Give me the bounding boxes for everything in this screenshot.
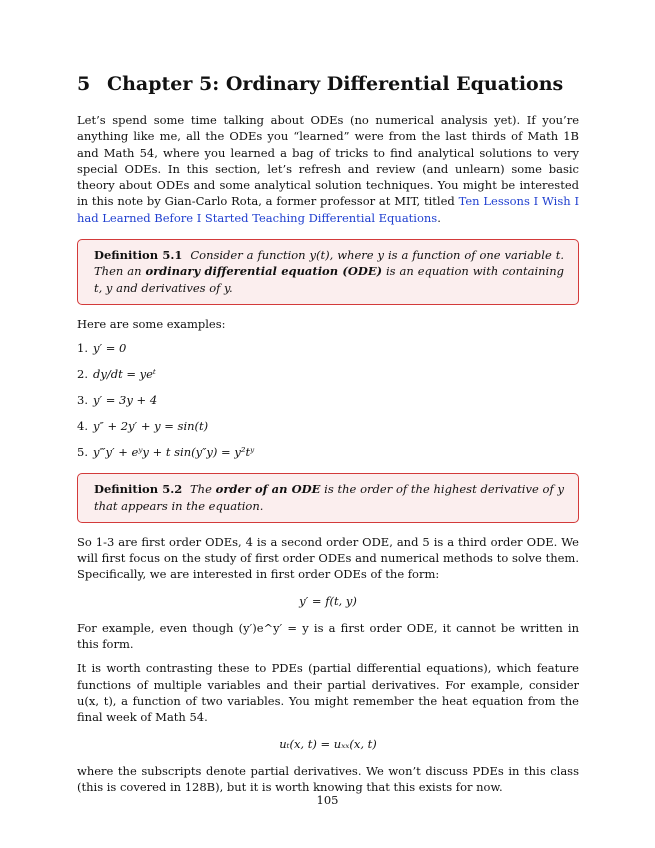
definition-text: The [190, 482, 216, 497]
definition-text: is an equation with containing t, y and derivatives of y. [94, 264, 564, 295]
intro-paragraph [77, 112, 579, 226]
intro-text: Let’s spend some time talking about ODEs (no numerical analysis yet). If you’re anything like me, all the ODEs you “learned” were from the last thirds of Math 1B and Math 54, where you learned a bag of tricks to find analytical solutions to very special ODEs. In this section, let’s refresh and review (and unlearn) some basic theory about ODEs and some analytical solution techniques. You might be interested in this note by Gian-Carlo Rota, a former professor at MIT, titled [77, 113, 579, 209]
pde-paragraph: It is worth contrasting these to PDEs (partial differential equations), which feature functions of multiple variables and their partial derivatives. For example, consider u(x, t), a function of two variables. You might remember the heat equation from the final week of Math 54. [77, 661, 579, 725]
equation: y′ = 0 [93, 341, 127, 356]
first-order-equation: y′ = f(t, y) [299, 593, 357, 608]
rota-note-link[interactable]: Ten Lessons I Wish I had Learned Before I Started Teaching Differential Equations [77, 194, 579, 225]
order-paragraph: So 1-3 are first order ODEs, 4 is a second order ODE, and 5 is a third order ODE. We will first focus on the study of first order ODEs and numerical methods to solve them. Specifically, we are interested in first order ODEs of the form: [77, 534, 579, 582]
closing-paragraph: where the subscripts denote partial derivatives. We won’t discuss PDEs in this class (this is covered in 128B), but it is worth knowing that this exists for now. [77, 763, 579, 794]
page-number: 105 [316, 793, 339, 807]
example-paragraph: For example, even though (y′)e^y′ = y is a first order ODE, it cannot be written in this form. [77, 620, 579, 652]
examples-list [77, 340, 579, 460]
item-number: 1. [77, 341, 88, 356]
chapter-number: 5 [77, 73, 91, 95]
list-item [77, 392, 579, 408]
intro-end: . [437, 210, 441, 225]
heat-equation: uₜ(x, t) = uₓₓ(x, t) [279, 736, 377, 751]
definition-label: Definition 5.2 [94, 482, 183, 497]
chapter-title: Chapter 5: Ordinary Differential Equations [107, 73, 564, 95]
item-number: 2. [77, 367, 88, 382]
definition-label: Definition 5.1 [94, 248, 183, 263]
definition-text: Consider a function y(t), where y is a function of one variable t. Then an [94, 248, 564, 279]
list-item [77, 340, 579, 356]
definition-term: order of an ODE [215, 482, 321, 497]
page-content [77, 72, 579, 795]
equation: dy/dt = yeᵗ [93, 367, 156, 382]
definition-5-1-box [77, 239, 579, 305]
definition-text: is the order of the highest derivative of y that appears in the equation. [94, 482, 565, 513]
examples-intro: Here are some examples: [77, 316, 226, 331]
item-number: 5. [77, 445, 88, 460]
list-item [77, 366, 579, 382]
item-number: 4. [77, 419, 88, 434]
definition-term: ordinary differential equation (ODE) [145, 264, 383, 279]
list-item [77, 418, 579, 434]
list-item [77, 444, 579, 460]
item-number: 3. [77, 393, 88, 408]
definition-5-2-box [77, 473, 579, 523]
equation: y′ = 3y + 4 [93, 393, 158, 408]
chapter-heading [77, 72, 579, 96]
equation: y″ + 2y′ + y = sin(t) [93, 419, 209, 434]
equation: y‴y′ + eʸy + t sin(y″y) = y²tʸ [93, 445, 255, 460]
